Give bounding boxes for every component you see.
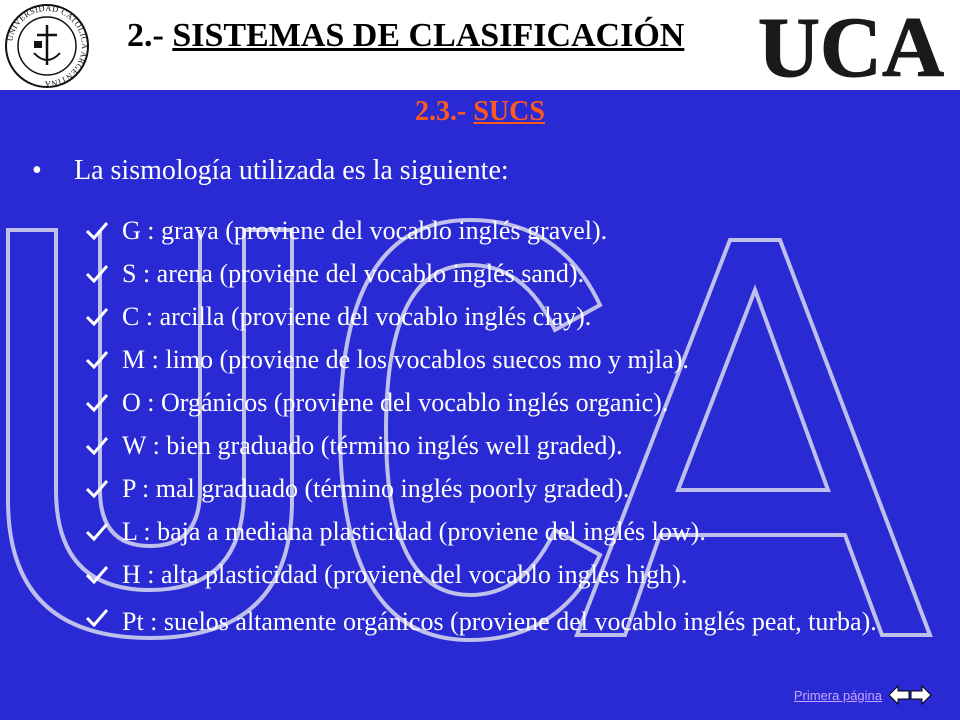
list-item-text: H : alta plasticidad (proviene del vocablo ingles high). <box>122 560 688 589</box>
header-bar <box>0 0 960 90</box>
list-item-text: C : arcilla (proviene del vocablo inglés clay). <box>122 302 592 331</box>
uca-logo-text: UCA <box>757 4 945 86</box>
checkmark-icon <box>86 264 108 284</box>
checkmark-icon <box>86 350 108 370</box>
university-seal-icon <box>4 3 90 89</box>
section-number: 2.3.- <box>415 96 467 127</box>
list-item-text: O : Orgánicos (proviene del vocablo inglés organic). <box>122 388 669 417</box>
intro-line <box>32 153 509 189</box>
seal-text: UNIVERSIDAD CATÓLICA ARGENTINA <box>5 3 90 89</box>
symbol-list <box>86 215 926 653</box>
section-name: SUCS <box>473 96 545 127</box>
list-item-text: G : grava (proviene del vocablo inglés gravel). <box>122 216 608 245</box>
title-text: SISTEMAS DE CLASIFICACIÓN <box>172 17 685 54</box>
list-item-text: L : baja a mediana plasticidad (proviene del inglés low). <box>122 517 706 546</box>
list-item <box>86 602 926 642</box>
next-arrow-icon[interactable] <box>910 685 932 705</box>
list-item-text: Pt : suelos altamente orgánicos (proviene del vocablo inglés peat, turba). <box>122 607 877 636</box>
checkmark-icon <box>86 393 108 413</box>
uca-logo <box>748 4 954 86</box>
checkmark-icon <box>86 608 108 628</box>
title-number: 2.- <box>127 17 164 54</box>
previous-arrow-icon[interactable] <box>888 685 910 705</box>
checkmark-icon <box>86 522 108 542</box>
list-item <box>86 301 926 333</box>
list-item <box>86 473 926 505</box>
checkmark-icon <box>86 479 108 499</box>
first-page-link[interactable]: Primera página <box>793 687 882 703</box>
list-item-text: P : mal graduado (término inglés poorly graded). <box>122 474 630 503</box>
list-item <box>86 559 926 591</box>
list-item <box>86 430 926 462</box>
checkmark-icon <box>86 221 108 241</box>
list-item-text: M : limo (proviene de los vocablos suecos mo y mjla). <box>122 345 689 374</box>
checkmark-icon <box>86 307 108 327</box>
section-subtitle <box>0 92 960 132</box>
list-item <box>86 344 926 376</box>
checkmark-icon <box>86 565 108 585</box>
checkmark-icon <box>86 436 108 456</box>
list-item <box>86 258 926 290</box>
list-item-text: W : bien graduado (término inglés well graded). <box>122 431 623 460</box>
bullet-icon: • <box>32 155 42 186</box>
page-title <box>127 14 684 58</box>
list-item-text: S : arena (proviene del vocablo inglés sand). <box>122 259 585 288</box>
list-item <box>86 215 926 247</box>
intro-text: La sismología utilizada es la siguiente: <box>74 155 509 186</box>
list-item <box>86 387 926 419</box>
list-item <box>86 516 926 548</box>
slide-navigation <box>794 684 932 706</box>
